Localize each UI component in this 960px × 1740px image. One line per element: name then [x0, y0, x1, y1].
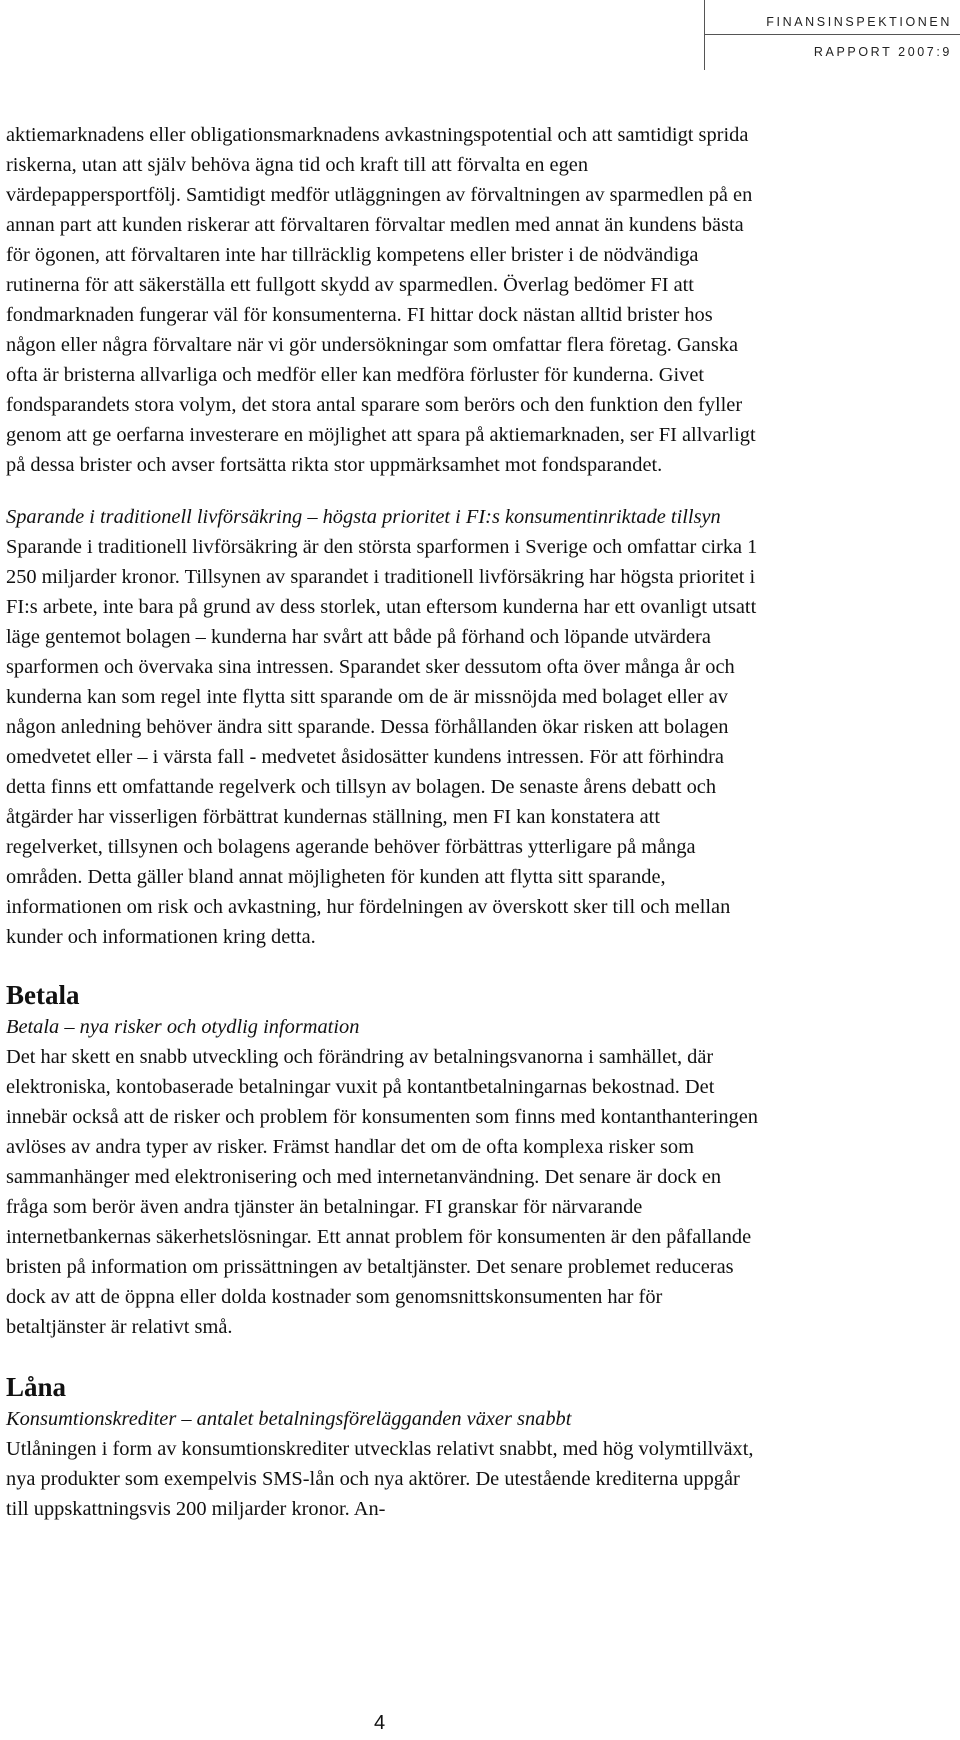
- paragraph-betala: Det har skett en snabb utveckling och förändring av betalningsvanorna i samhället, där elektroniska, kontobaserade betalningar vuxit på kontantbetalningarnas bekostnad. Det innebär också att de risker och problem för konsumenten som finns med kontanthanteringen avlöses av andra typer av risker. Främst handlar det om de ofta komplexa risker som sammanhänger med elektronisering och med internetanvändning. Det senare är dock en fråga som berör även andra tjänster än betalningar. FI granskar för närvarande internetbankernas säkerhetslösningar. Ett annat problem för konsumenten är den påfallande bristen på information om prissättningen av betaltjänster. Det senare problemet reduceras dock av att de öppna eller dolda kostnader som genomsnittskonsumenten har för betaltjänster är relativt små.: [6, 1046, 758, 1338]
- section-heading-betala: Betala: [6, 980, 80, 1010]
- header-organization: FINANSINSPEKTIONEN: [766, 15, 952, 29]
- section-heading-lana: Låna: [6, 1372, 67, 1402]
- report-header: [704, 0, 960, 70]
- paragraph-lana: Utlåningen i form av konsumtionskrediter utvecklas relativt snabbt, med hög volymtillväxt, nya produkter som exempelvis SMS-lån och nya aktörer. De utestående krediterna uppgår till uppskattningsvis 200 miljarder kronor. An-: [6, 1438, 754, 1520]
- subheading-livforsakring: Sparande i traditionell livförsäkring – högsta prioritet i FI:s konsumentinriktade tillsyn: [6, 506, 721, 528]
- paragraph-intro: aktiemarknadens eller obligationsmarknadens avkastningspotential och att samtidigt sprida riskerna, utan att själv behöva ägna tid och kraft till att förvalta en egen värdepappersportfölj. Samtidigt medför utläggningen av förvaltningen av sparmedlen på en annan part att kunden riskerar att förvaltaren förvaltar medlen med annat än kundens bästa för ögonen, att förvaltaren inte har tillräcklig kompetens eller brister i de nödvändiga rutinerna för att säkerställa ett fullgott skydd av sparmedlen. Överlag bedömer FI att fondmarknaden fungerar väl för konsumenterna. FI hittar dock nästan alltid brister hos någon eller några förvaltare när vi gör undersökningar som omfattar flera företag. Ganska ofta är bristerna allvarliga och medför eller kan medföra förluster för kunderna. Givet fondsparandets stora volym, det stora antal sparare som berörs och den funktion den fyller genom att ge oerfarna investerare en möjlighet att spara på aktiemarknaden, ser FI allvarligt på dessa brister och avser fortsätta rikta stor uppmärksamhet mot fondsparandet.: [6, 124, 756, 476]
- paragraph-livforsakring: Sparande i traditionell livförsäkring är den största sparformen i Sverige och omfattar cirka 1 250 miljarder kronor. Tillsynen av sparandet i traditionell livförsäkring har högsta prioritet i FI:s arbete, inte bara på grund av dess storlek, utan eftersom kunderna har ett ovanligt utsatt läge gentemot bolagen – kunderna har svårt att både på förhand och löpande utvärdera sparformen och övervaka sina intressen. Sparandet sker dessutom ofta över många år och kunderna kan som regel inte flytta sitt sparande om de är missnöjda med bolaget eller av någon anledning behöver ändra sitt sparande. Dessa förhållanden ökar risken att bolagen omedvetet eller – i värsta fall - medvetet åsidosätter kundens intressen. För att förhindra detta finns ett omfattande regelverk och tillsyn av bolagen. De senaste årens debatt och åtgärder har visserligen förbättrat kundernas ställning, men FI kan konstatera att regelverket, tillsynen och bolagens agerande behöver förbättras ytterligare på många områden. Detta gäller bland annat möjligheten för kunden att flytta sitt sparande, informationen om risk och avkastning, hur fördelningen av överskott sker till och mellan kunder och informationen kring detta.: [6, 536, 758, 948]
- document-body: [6, 120, 758, 1524]
- subheading-betala: Betala – nya risker och otydlig information: [6, 1016, 360, 1038]
- header-divider-horizontal: [704, 34, 960, 35]
- page-number: 4: [374, 1712, 386, 1734]
- header-report-number: RAPPORT 2007:9: [813, 45, 952, 59]
- header-divider-vertical: [704, 0, 705, 70]
- subheading-lana: Konsumtionskrediter – antalet betalningsförelägganden växer snabbt: [6, 1408, 572, 1430]
